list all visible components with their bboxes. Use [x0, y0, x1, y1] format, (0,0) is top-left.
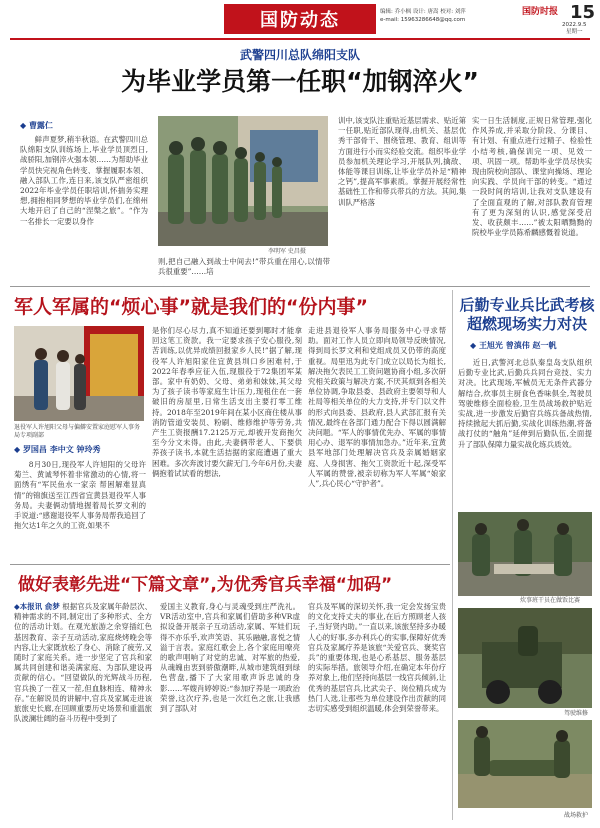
article2-col2 — [152, 326, 302, 558]
divider-2 — [10, 564, 450, 565]
page-number: 15 — [570, 2, 596, 23]
vehicle-repair-image — [458, 608, 592, 708]
article1-caption: 李明军 史昌摄 — [268, 248, 306, 255]
article3-caption2: 驾驶维修 — [564, 710, 589, 717]
article1-col2 — [158, 257, 330, 279]
article2-photo — [14, 326, 144, 421]
section-title: 国防动态 — [260, 10, 340, 31]
article3-photo1 — [458, 512, 592, 596]
article4-col1 — [14, 602, 152, 820]
divider-1 — [10, 286, 590, 287]
field-rescue-image — [458, 720, 592, 808]
cooking-contest-image — [458, 512, 592, 596]
article2-text1: 8月30日,现役军人许旭阳的父母许菊兰、黄诚琴怀着非常激动的心情,将一面绣有“军民鱼水一家亲 帮困解难显真情”的锦旗送至江西省宜黄县退役军人事务局。夫妻俩动情地握着局长罗文利的手说道:“感谢退役军人事务局帮我追回了拖欠达1年之久的工资,如果不 — [14, 460, 146, 531]
article2-byline — [14, 444, 101, 455]
article1-byline — [20, 120, 53, 131]
date-line — [562, 22, 587, 36]
training-group-image — [158, 116, 328, 246]
header-rule — [10, 38, 590, 40]
article4-text3: 官兵及军属的深切关怀,我一定会发扬宝贵的文化支持丈夫的事业,在后方照顾老人孩子,当好贤内助。”一直以来,该旅坚持多办暖人心的好事,多办利兵心的实事,保障好优秀官兵及家属疗养是该旅“关爱官兵、褒奖官兵”的重要体现,也是心系基层、服务基层的实际举措。旅领导介绍,在确定本年份疗养对象上,他们坚持向基层一线官兵倾斜,让优秀的基层官兵,比武尖子、岗位精兵成为热门人选,让那些为单位建设作出贡献的同志切实感受到组织温暖,体会到荣誉带来。 — [308, 602, 446, 714]
article4-byline: ◆本报讯 俞梦 — [14, 602, 60, 611]
family-visit-image — [14, 326, 144, 421]
article4-col3 — [308, 602, 446, 820]
article3-caption3: 战场救护 — [564, 812, 589, 819]
article1-text1: 鲜声夏梦,稍半秋语。在武警四川总队绵阳支队训练场上,毕业学员顶烈日,战骄阳,加钢淬火强本领……为帮助毕业学员快完视角色转变、掌握履职本领、融入部队工作,连日来,该支队严密组织2022年毕业学员任职培训,怀揣务实理想,拥抱相同梦想的毕业学员们,在绵州大地开启了自己的“涅槃之旅”。“作为一名排长一定要以身作 — [20, 135, 148, 226]
issue-date: 2022.9.5 — [562, 22, 587, 28]
article3-title — [458, 296, 596, 334]
article1-col1 — [20, 135, 148, 270]
article1-col4 — [472, 116, 592, 280]
article3-title-text: 后勤专业兵比武考核超燃现场实力对决 — [459, 296, 595, 333]
divider-vertical — [452, 290, 453, 820]
byline-marker-icon: ◆ — [14, 445, 23, 454]
article3-caption1: 炊事班干员在做饭比赛 — [520, 597, 581, 604]
article2-text2: 是你们尽心尽力,真不知道还要到哪时才能拿回这笔工资款。我一定要求孩子安心服役,刻苦训练,以优异成绩回报家乡人民!”据了解,现役军人许旭阳家住宜黄县圳口乡困难村,于2022年春季应征入伍,现服役于72集团军某部。家中有奶奶、父母、弟弟和妹妹,其父母为了孩子读书等家庭生计压力,现租住在一套破旧的房屋里,日常生活支出主要打零工维持。2018年至2019年间在某小区商住楼从事消防管道安装员、粉刷、维修维护等劳务,共产生工资报酬17.2125万元,却被开发商拖欠至今分文未得。由此,夫妻俩带老人、下要供养孩子读书,本就生活拮据的家庭遭遇了重大困难。多次奔波讨要欠薪无门,今年6月份,夫妻俩抱着试试看的想法, — [152, 326, 302, 478]
article4-title: 做好表彰先进“下篇文章”,为优秀官兵幸福“加码” — [18, 575, 393, 595]
article4-body1: 根据官兵及家属年龄层次、精神需求的不同,制定出了多种形式、全方位的活动计划。在观光旅游之余穿插红色基因教育、亲子互动活动,家庭烧烤晚会等内容,让大家既放松了身心、消除了疲劳,又随时了家庭关系。进一步坚定了官兵和家属共同创建和谐美满家庭、为部队建设再贡献的信心。“回望做队的光辉战斗历程,官兵换了一茬又一茬,但血脉相连、精神永存。”在解说员的讲解中,官兵及家属走进该旅旅史长廊,在回顾重要历史场景和重温旅队波澜壮阔的奋斗历程中受到了 — [14, 602, 152, 724]
article4-col2 — [160, 602, 300, 820]
article2-title: 军人军属的“烦心事”就是我们的“份内事” — [14, 296, 368, 318]
email-line: e-mail: 15963286648@qq.com — [380, 17, 466, 23]
article4-text1 — [14, 602, 152, 724]
article1-text4: 实一日生活制度,正规日常管理,强化作风养成,并采取分阶段、分课目、有计划、有重点进行过精子、检验性小结考核,确保训完一项、见效一项、巩固一项。帮助毕业学员尽快实现由院校向部队、课堂向操场、理论向实践、学员向干部的转变。“通过一段时间的培训,让我对支队建设有了全面直观的了解,对部队教育管理有了更为深刻的认识,感觉深受启发、收获颇丰……”被太阳晒黝黝的院校毕业学员陈希麟感慨着说道。 — [472, 116, 592, 238]
article1-kicker: 武警四川总队绵阳支队 — [239, 48, 360, 62]
article3-photo2 — [458, 608, 592, 708]
article4-text2: 爱国主义教育,身心与灵魂受到庄严洗礼。VR活动室中,官兵和家属们借助多种VR虚拟设备开展亲子互动活动,家属、军娃们玩得不亦乐乎,欢声笑语、其乐融融,喜悦之情溢于言表。家庭红歌会上,各个家庭用嘹亮的歌声唱响了对党的忠诚、对军旅的热爱,从魂魄由衷到骄傲潮畔,从城市建筑细到绿色营盘,播下了大家用歌声诉忠诚的身影……军嫂肖婷婷说:“参加疗养是一项政治荣誉,这次疗养,也是一次红色之旅,让我感到了部队对 — [160, 602, 300, 714]
editor-info — [380, 8, 510, 24]
article3-byline — [470, 340, 557, 351]
article2-col1 — [14, 460, 146, 558]
section-banner — [224, 4, 376, 34]
paper-logo: 国防时报 — [522, 7, 559, 17]
issue-weekday: 星期一 — [565, 29, 583, 35]
article1-author: 曹露仁 — [28, 121, 53, 130]
article2-col3 — [308, 326, 446, 558]
article1-text2: 则,把自己融入到战士中间去!”带兵重在用心,以情带兵很重要”……培 — [158, 257, 330, 277]
article1-col3 — [338, 116, 466, 280]
article3-body — [458, 358, 592, 508]
article2-caption: 退役军人许旭阳父母与偏僻安置家庭慰军人事务局专项副部 — [14, 424, 141, 439]
article1-text3: 训中,该支队注重贴近基层需求、贴近第一任职,贴近部队现得,由机关、基层优秀干部骨干、围绕管理、教育、组训等方面进行小而实经验交流。组织毕业学员参加机关理论学习,开展队列,擒敌、体能等课目训练,让毕业学员补足“精神之钙”,提高军事素质。掌握开展经常性基础性工作和带兵带兵的方法。其间,集训队严格落 — [338, 116, 466, 207]
byline-marker-icon: ◆ — [20, 121, 29, 130]
article1-title: 为毕业学员第一任职“加钢淬火” — [121, 67, 479, 96]
article2-author: 罗国昌 李中文 钟玲秀 — [22, 445, 101, 454]
article1-photo — [158, 116, 328, 246]
article3-author: 王旭光 曾滇伟 赵一帆 — [478, 341, 557, 350]
article3-text: 近日,武警河北总队秦皇岛支队组织后勤专业比武,后勤兵兵同台竞技、实力对决。比武现场,军械员无无条件武器分解结合,炊事员主厨食色香味俱全,驾驶员驾驶维修全面检验,卫生员战场救护贴近实战,进一步激发后勤官兵练兵备战热情,持续掀起大抓后勤,实战化训练热潮,将备战打仗的“触角”延伸到后勤队伍,全面提升了部队保障力量实战化练兵质效。 — [458, 358, 592, 449]
article2-text3: 走进县退役军人事务局服务中心寻求帮助。面对工作人员立即向局领导反映情况,得到局长罗文利和党组成员又仍带的高度重视。局里迅为此专门成立以局长为组长,解决拖欠表民工工资问题协商小组,多次研究相关政策与解决方案,不厌其烦到各相关单位协调,争取县委、县政府主要领导和人社局等相关单位的大力支持,并专门以文件的形式向县委、县政府,县人武部汇报有关情况,最终在各部门通力配合下得以圆满解决问题。“军人的事情优先办、军属的事情用心办、退军的事情加急办。”近年来,宜黄县军地部门处理解决官兵及亲属婚姻家庭、人身损害、拖欠工资款近十起,深受军人军属的赞誉,被亲切称为军人军属“娘家人”,兵心民心“守护者”。 — [308, 326, 446, 489]
editor-line: 编辑: 乔小枫 设计: 唐嵩 校对: 刘萍 — [380, 9, 466, 15]
byline-marker-icon: ◆ — [470, 341, 479, 350]
article3-photo3 — [458, 720, 592, 808]
